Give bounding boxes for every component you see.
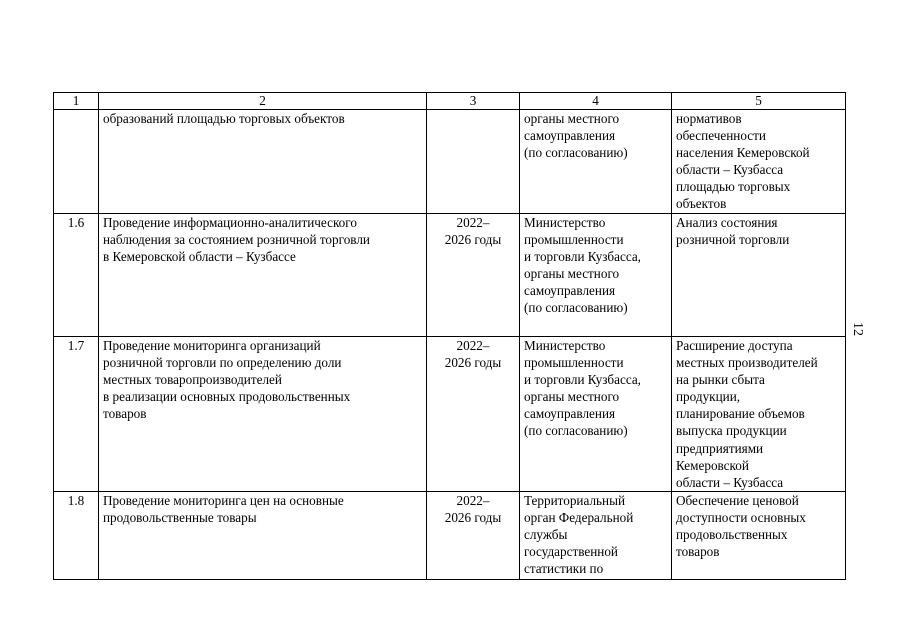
row-number: 1.7 bbox=[54, 337, 99, 492]
measures-table bbox=[53, 92, 846, 580]
executor-cell: органы местного самоуправления (по согласованию) bbox=[520, 110, 672, 214]
column-header: 3 bbox=[427, 93, 520, 110]
executor-cell: Министерство промышленности и торговли Кузбасса, органы местного самоуправления (по согласованию) bbox=[520, 214, 672, 337]
column-header: 5 bbox=[672, 93, 846, 110]
executor-cell: Министерство промышленности и торговли Кузбасса, органы местного самоуправления (по согласованию) bbox=[520, 337, 672, 492]
column-header: 2 bbox=[99, 93, 427, 110]
table-row bbox=[54, 337, 846, 492]
row-number: 1.6 bbox=[54, 214, 99, 337]
period-cell: 2022– 2026 годы bbox=[427, 491, 520, 579]
column-header: 4 bbox=[520, 93, 672, 110]
table-row bbox=[54, 491, 846, 579]
event-cell: образований площадью торговых объектов bbox=[99, 110, 427, 214]
event-cell: Проведение мониторинга цен на основные продовольственные товары bbox=[99, 491, 427, 579]
row-number bbox=[54, 110, 99, 214]
column-header: 1 bbox=[54, 93, 99, 110]
result-cell: Обеспечение ценовой доступности основных продовольственных товаров bbox=[672, 491, 846, 579]
table-header-row bbox=[54, 93, 846, 110]
row-number: 1.8 bbox=[54, 491, 99, 579]
result-cell: Расширение доступа местных производителей на рынки сбыта продукции, планирование объемов выпуска продукции предприятиями Кемеровской области – Кузбасса bbox=[672, 337, 846, 492]
period-cell: 2022– 2026 годы bbox=[427, 337, 520, 492]
table-row bbox=[54, 214, 846, 337]
executor-cell: Территориальный орган Федеральной службы государственной статистики по bbox=[520, 491, 672, 579]
result-cell: Анализ состояния розничной торговли bbox=[672, 214, 846, 337]
period-cell: 2022– 2026 годы bbox=[427, 214, 520, 337]
event-cell: Проведение мониторинга организаций розничной торговли по определению доли местных товаропроизводителей в реализации основных продовольственных товаров bbox=[99, 337, 427, 492]
table-row bbox=[54, 110, 846, 214]
period-cell bbox=[427, 110, 520, 214]
page-number: 12 bbox=[850, 322, 865, 336]
event-cell: Проведение информационно-аналитического наблюдения за состоянием розничной торговли в Кемеровской области – Кузбассе bbox=[99, 214, 427, 337]
result-cell: нормативов обеспеченности населения Кемеровской области – Кузбасса площадью торговых объектов bbox=[672, 110, 846, 214]
